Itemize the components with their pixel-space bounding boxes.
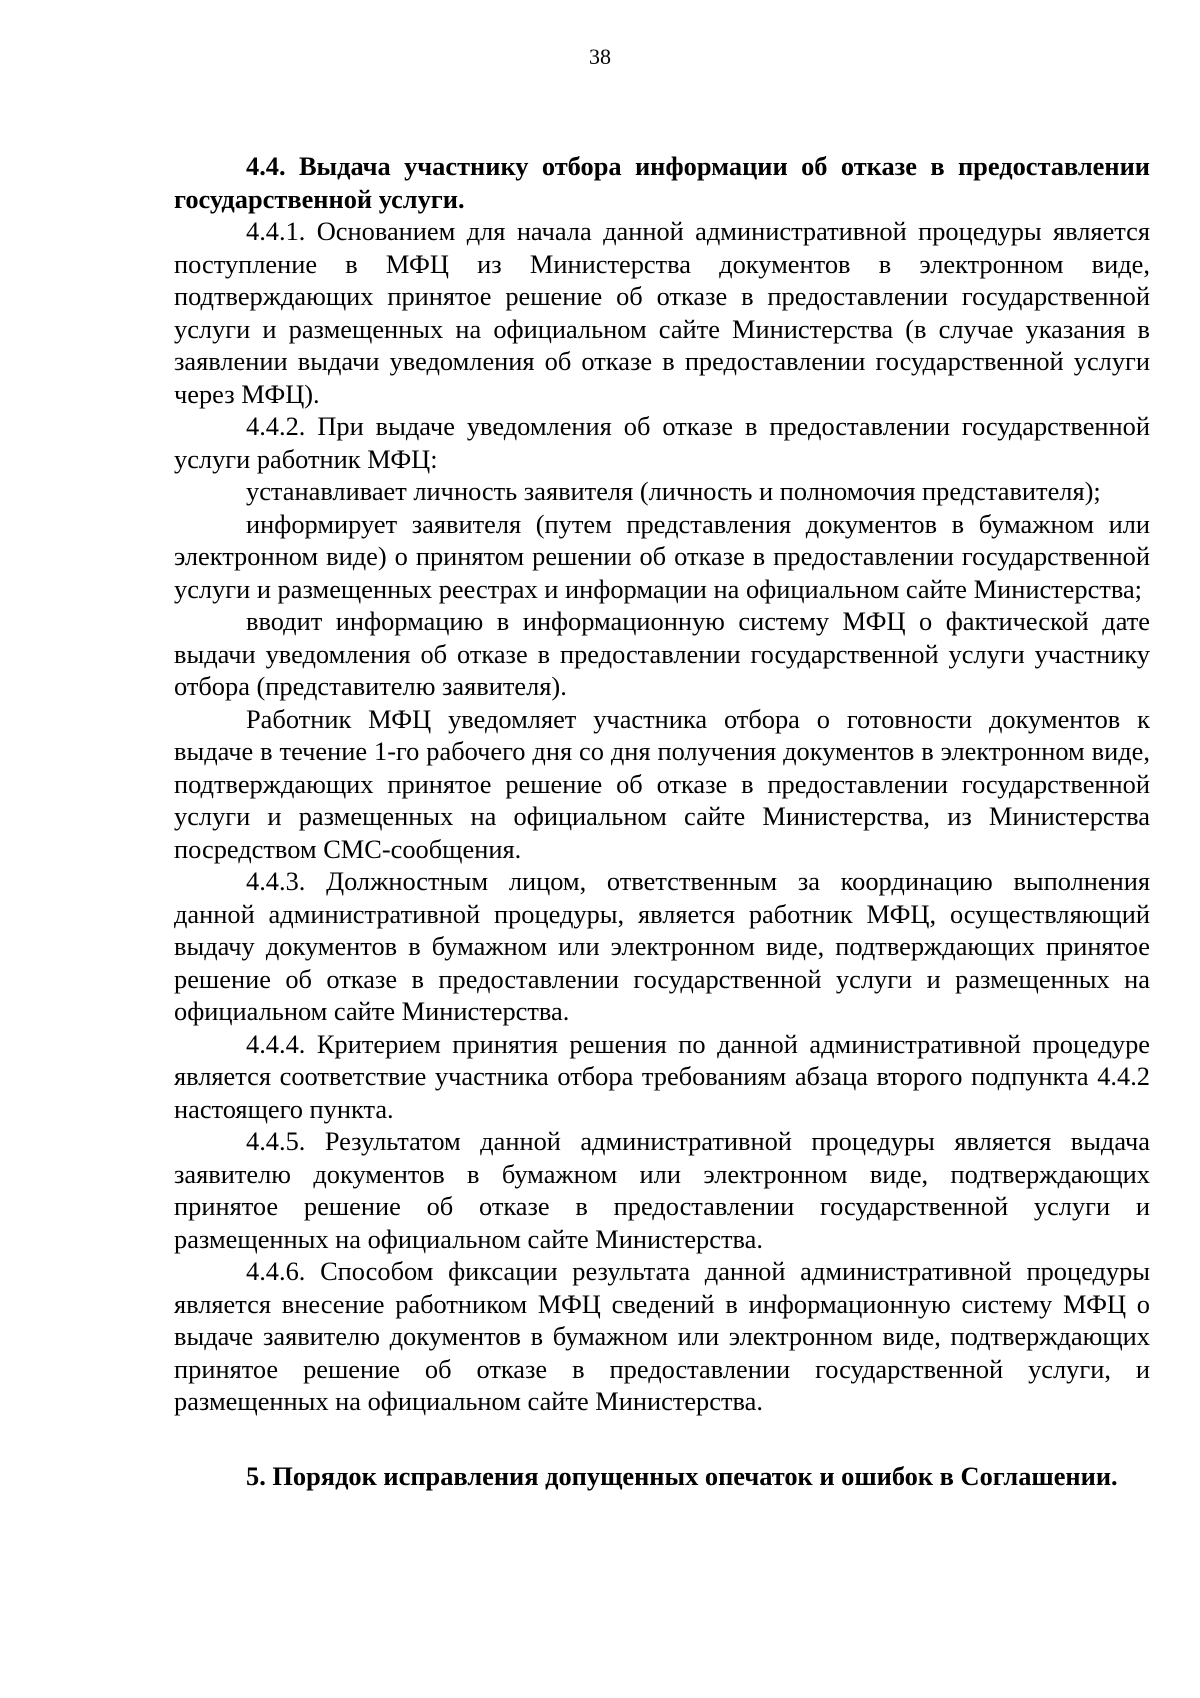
paragraph-4-4-5: 4.4.5. Результатом данной административной процедуры является выдача заявителю документов в бумажном или электронном виде, подтверждающих принятое решение об отказе в предоставлении государственной услуги и размещенных на официальном сайте Министерства. (174, 1126, 1150, 1254)
paragraph-mfc-notification: Работник МФЦ уведомляет участника отбора о готовности документов к выдаче в течение 1-го рабочего дня со дня получения документов в электронном виде, подтверждающих принятое решение об отказе в предоставлении государственной услуги и размещенных на официальном сайте Министерства, из Министерства посредством СМС-сообщения. (174, 703, 1150, 864)
paragraph-4-4-1: 4.4.1. Основанием для начала данной административной процедуры является поступление в МФЦ из Министерства документов в электронном виде, подтверждающих принятое решение об отказе в предоставлении государственной услуги и размещенных на официальном сайте Министерства (в случае указания в заявлении выдачи уведомления об отказе в предоставлении государственной услуги через МФЦ). (174, 216, 1150, 409)
paragraph-4-4-4: 4.4.4. Критерием принятия решения по данной административной процедуре является соответствие участника отбора требованиям абзаца второго подпункта 4.4.2 настоящего пункта. (174, 1028, 1150, 1124)
section-heading-5: 5. Порядок исправления допущенных опечаток и ошибок в Соглашении. (246, 1460, 1118, 1491)
page-number: 38 (589, 44, 611, 69)
paragraph-inform-applicant: информирует заявителя (путем представления документов в бумажном или электронном виде) о принятом решении об отказе в предоставлении государственной услуги и размещенных реестрах и информации на официальном сайте Министерства; (174, 508, 1150, 604)
paragraph-4-4-3: 4.4.3. Должностным лицом, ответственным за координацию выполнения данной административной процедуры, является работник МФЦ, осуществляющий выдачу документов в бумажном или электронном виде, подтверждающих принятое решение об отказе в предоставлении государственной услуги и размещенных на официальном сайте Министерства. (174, 866, 1150, 1026)
paragraph-4-4-2: 4.4.2. При выдаче уведомления об отказе в предоставлении государственной услуги работник МФЦ: (174, 411, 1150, 474)
paragraph-4-4-6: 4.4.6. Способом фиксации результата данной административной процедуры является внесение работником МФЦ сведений в информационную систему МФЦ о выдаче заявителю документов в бумажном или электронном виде, подтверждающих принятое решение об отказе в предоставлении государственной услуги, и размещенных на официальном сайте Министерства. (174, 1256, 1150, 1416)
section-spacer (174, 1418, 1150, 1460)
section-heading-4-4: 4.4. Выдача участнику отбора информации об отказе в предоставлении государственной услуги. (174, 151, 1150, 214)
document-body (174, 150, 1150, 1492)
paragraph-enter-information: вводит информацию в информационную систему МФЦ о фактической дате выдачи уведомления об отказе в предоставлении государственной услуги участнику отбора (представителю заявителя). (174, 606, 1150, 701)
paragraph-identity-check: устанавливает личность заявителя (личность и полномочия представителя); (246, 476, 1101, 506)
